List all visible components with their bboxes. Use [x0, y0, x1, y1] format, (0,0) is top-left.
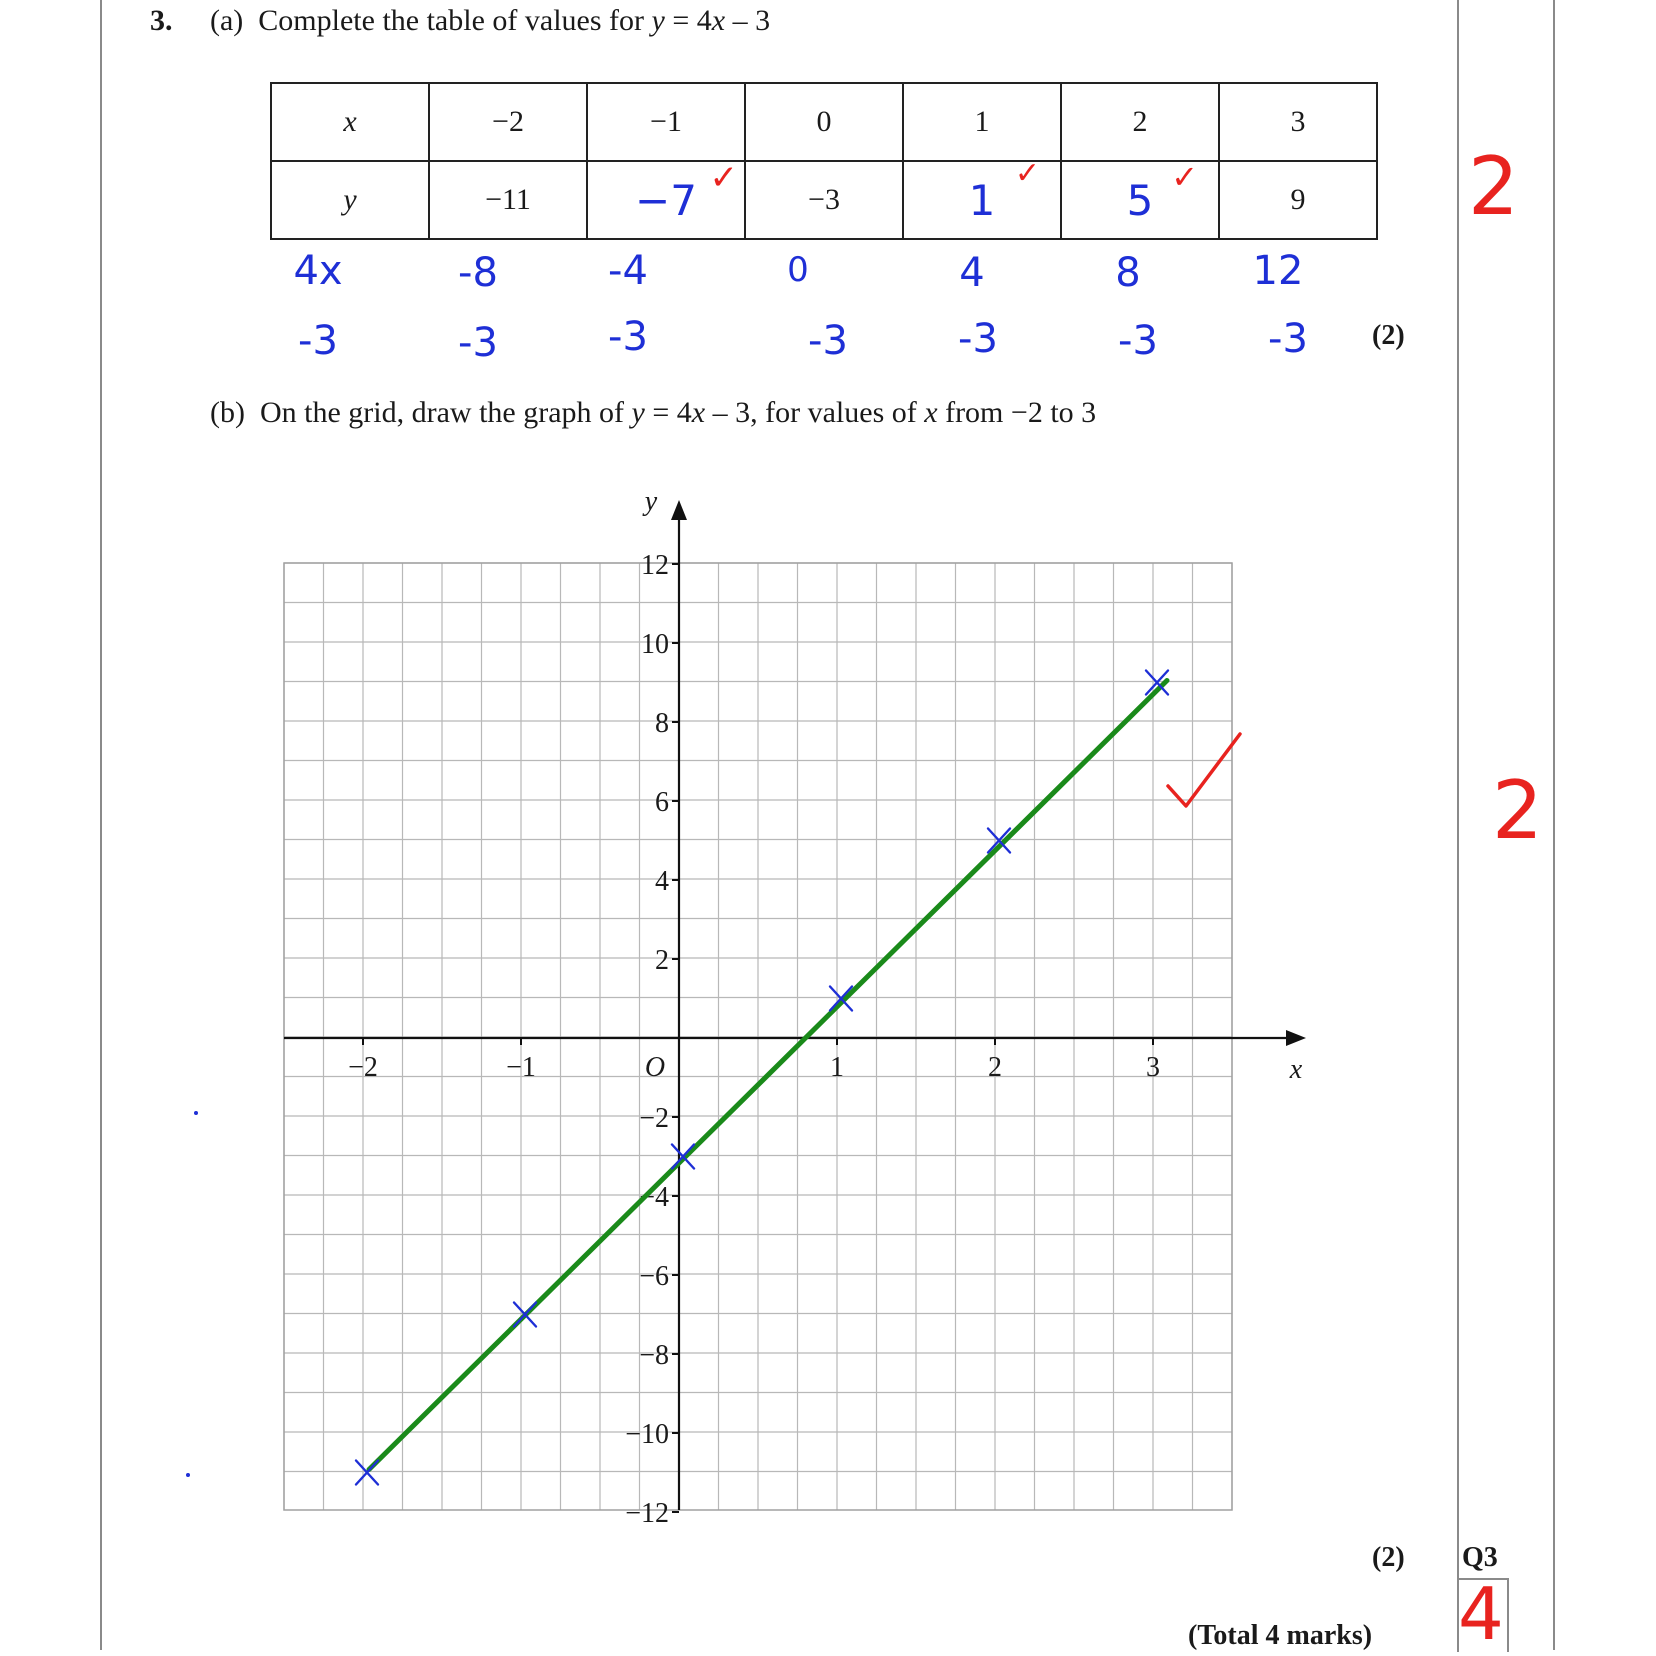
handwritten-answer: 1 — [968, 175, 996, 225]
tick-icon: ✓ — [1014, 156, 1040, 191]
y-tick-label: −12 — [625, 1498, 669, 1529]
working-row2-value: -3 — [958, 316, 998, 362]
tick-icon: ✓ — [1171, 158, 1198, 196]
x-cell: 0 — [745, 83, 903, 161]
x-tick-label: 1 — [830, 1052, 844, 1083]
part-a-text: Complete the table of values for — [258, 4, 652, 37]
working-row1-label: 4x — [293, 248, 343, 294]
part-b-label: (b) — [210, 396, 245, 429]
working-row2-value: -3 — [458, 320, 498, 366]
part-a-suffix: – 3 — [725, 4, 771, 37]
part-b-x: x — [691, 396, 706, 429]
working-row2-value: -3 — [608, 314, 648, 360]
handwritten-answer: 5 — [1126, 175, 1154, 225]
working-row1-value: -8 — [458, 250, 498, 296]
y-tick-label: −6 — [639, 1261, 669, 1292]
stray-dot — [194, 1111, 198, 1115]
working-row1-value: -4 — [608, 248, 648, 294]
working-row1-value: 12 — [1252, 248, 1304, 294]
plotted-point-cross-icon — [356, 1461, 378, 1485]
tick-icon: ✓ — [709, 158, 738, 198]
question-ref: Q3 — [1462, 1542, 1498, 1573]
y-tick-label: 10 — [641, 629, 669, 660]
x-cell: −2 — [429, 83, 587, 161]
x-tick-label: −1 — [506, 1052, 536, 1083]
x-tick-label: 2 — [988, 1052, 1002, 1083]
y-cell: −3 — [745, 161, 903, 239]
y-header: y — [271, 161, 429, 239]
x-header: x — [271, 83, 429, 161]
part-a-label: (a) — [210, 4, 244, 37]
working-row2-value: -3 — [1118, 318, 1158, 364]
origin-label: O — [644, 1052, 666, 1083]
plotted-point-cross-icon — [514, 1303, 536, 1327]
score-part-b: 2 — [1492, 764, 1543, 857]
part-a-marks: (2) — [1372, 320, 1405, 351]
y-tick-label: −2 — [639, 1103, 669, 1134]
working-row1-value: 4 — [959, 250, 985, 296]
y-tick-label: −4 — [639, 1182, 669, 1213]
y-tick-label: 12 — [641, 550, 669, 581]
question-number: 3. — [150, 4, 173, 37]
stray-dot — [186, 1473, 190, 1477]
tick-icon — [1168, 734, 1240, 806]
x-axis-label: x — [1289, 1054, 1303, 1085]
total-score: 4 — [1458, 1572, 1504, 1656]
part-a-y: y — [651, 4, 665, 37]
part-b-range: from −2 to 3 — [937, 396, 1097, 429]
part-a-x: x — [711, 4, 726, 37]
plotted-point-cross-icon — [672, 1145, 694, 1169]
working-row2-value: -3 — [808, 318, 848, 364]
working-row1-value: 8 — [1115, 250, 1141, 296]
y-axis-arrow-icon — [671, 500, 687, 520]
score-part-a: 2 — [1468, 140, 1519, 233]
part-b-mid: – 3, for values of — [705, 396, 925, 429]
part-b-marks: (2) — [1372, 1542, 1405, 1573]
x-cell: −1 — [587, 83, 745, 161]
part-a-eq: = 4 — [664, 4, 712, 37]
x-cell: 2 — [1061, 83, 1219, 161]
part-b-eq: = 4 — [644, 396, 692, 429]
working-row2-value: -3 — [1268, 316, 1308, 362]
y-axis-label: y — [644, 486, 658, 517]
y-tick-label: 6 — [655, 787, 669, 818]
x-cell: 1 — [903, 83, 1061, 161]
y-tick-label: −10 — [625, 1419, 669, 1450]
plotted-line — [369, 681, 1167, 1470]
part-b-x2: x — [924, 396, 938, 429]
y-cell: −11 — [429, 161, 587, 239]
handwritten-answer: −7 — [635, 175, 697, 225]
part-b-y: y — [631, 396, 645, 429]
y-cell: 9 — [1219, 161, 1377, 239]
y-tick-label: 2 — [655, 945, 669, 976]
y-tick-label: 8 — [655, 708, 669, 739]
working-row2-label: -3 — [298, 318, 338, 364]
y-tick-label: −8 — [639, 1340, 669, 1371]
x-tick-label: −2 — [348, 1052, 378, 1083]
x-axis-arrow-icon — [1286, 1030, 1306, 1046]
part-b-text: On the grid, draw the graph of — [259, 396, 632, 429]
working-row1-value: 0 — [787, 250, 809, 290]
x-cell: 3 — [1219, 83, 1377, 161]
x-tick-label: 3 — [1146, 1052, 1160, 1083]
total-marks: (Total 4 marks) — [1188, 1620, 1373, 1651]
y-tick-label: 4 — [655, 866, 669, 897]
